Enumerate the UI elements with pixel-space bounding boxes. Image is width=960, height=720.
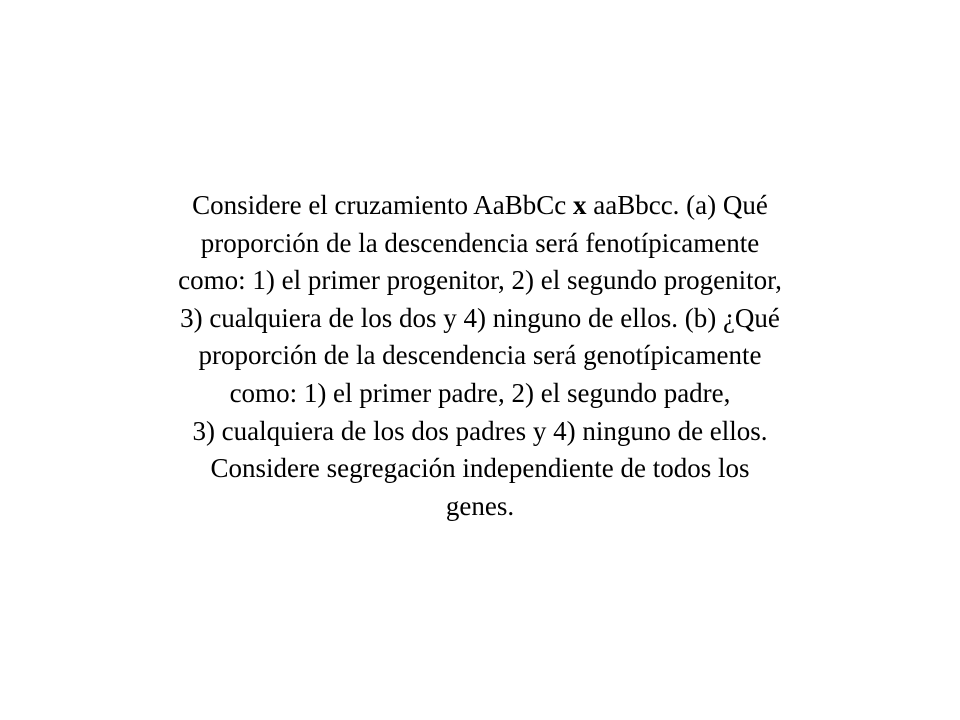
text-line-1-end: aaBbcc. (a) Qué [586, 190, 768, 220]
text-line-5: proporción de la descendencia será genotípicamente [198, 340, 762, 371]
text-line-2: proporción de la descendencia será fenotípicamente [200, 227, 760, 258]
text-line-1-start: Considere el cruzamiento AaBbCc [192, 190, 573, 220]
text-line-6: como: 1) el primer padre, 2) el segundo padre, [229, 377, 731, 408]
text-line-3: como: 1) el primer progenitor, 2) el segundo progenitor, [178, 265, 782, 296]
text-line-9: genes. [445, 490, 515, 521]
text-line-7: 3) cualquiera de los dos padres y 4) ninguno de ellos. [192, 415, 768, 446]
text-line-1 [120, 187, 840, 225]
cross-symbol: x [572, 190, 587, 220]
problem-text [120, 187, 840, 525]
text-line-8: Considere segregación independiente de todos los [210, 453, 750, 484]
text-line-4: 3) cualquiera de los dos y 4) ninguno de ellos. (b) ¿Qué [180, 302, 780, 333]
